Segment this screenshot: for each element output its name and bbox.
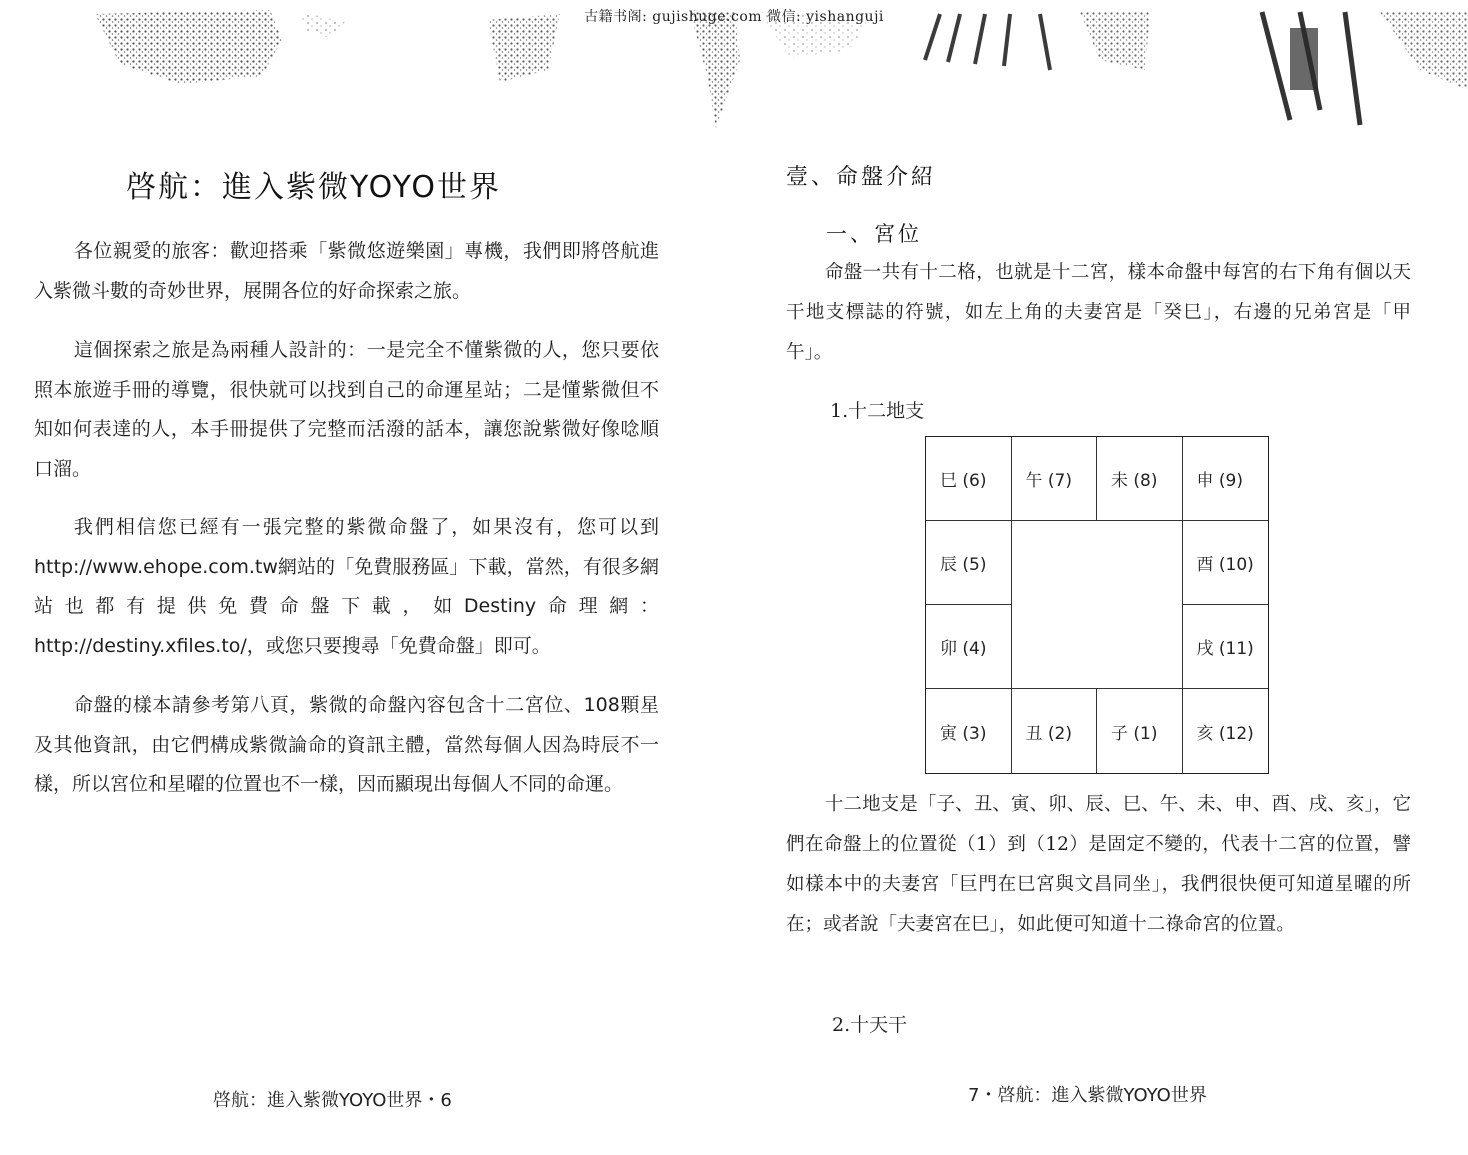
earthly-branches-label: 1.十二地支: [830, 400, 925, 422]
branch-cell: 酉 (10): [1183, 521, 1269, 605]
branch-cell: 戌 (11): [1183, 605, 1269, 689]
left-page-footer: 啓航：進入紫微YOYO世界・6: [213, 1090, 452, 1111]
right-page-footer: 7・啓航：進入紫微YOYO世界: [968, 1085, 1207, 1106]
branch-cell: 巳 (6): [926, 437, 1012, 521]
branch-cell: 丑 (2): [1012, 689, 1098, 773]
branch-cell: 辰 (5): [926, 521, 1012, 605]
grid-center-empty: [1012, 521, 1183, 689]
chapter-title: 啓航：進入紫微YOYO世界: [126, 170, 501, 205]
branch-cell: 午 (7): [1012, 437, 1098, 521]
right-page: [734, 0, 1468, 1155]
branch-cell: 申 (9): [1183, 437, 1269, 521]
watermark: 古籍书阁: gujishuge.com 微信: yishanguji: [584, 9, 884, 25]
heavenly-stems-label: 2.十天干: [832, 1014, 908, 1036]
paragraph-earthly-branches: 十二地支是「子、丑、寅、卯、辰、巳、午、未、申、酉、戌、亥」，它們在命盤上的位置從（1）到（12）是固定不變的，代表十二宮的位置，譬如樣本中的夫妻宮「巨門在巳宮與文昌同坐」，我們很快便可知道星曜的所在；或者說「夫妻宮在巳」，如此便可知道十二祿命宮的位置。: [786, 794, 1411, 935]
paragraph-chart-download: 我們相信您已經有一張完整的紫微命盤了，如果沒有，您可以到http://www.ehope.com.tw網站的「免費服務區」下載，當然，有很多網站也都有提供免費命盤下載，如Destiny命理網：http://destiny.xfiles.to/，或您只要搜尋「免費命盤」即可。: [34, 516, 659, 657]
branch-cell: 亥 (12): [1196, 723, 1254, 744]
subsection-heading: 一、宮位: [826, 222, 922, 246]
branch-cell: 卯 (4): [926, 605, 1012, 689]
branch-cell: 未 (8): [1097, 437, 1183, 521]
branch-cell: 寅 (3): [926, 689, 1012, 773]
paragraph-palace-intro: 命盤一共有十二格，也就是十二宮，樣本命盤中每宮的右下角有個以天干地支標誌的符號，如左上角的夫妻宮是「癸巳」，右邊的兄弟宮是「甲午」。: [786, 262, 1411, 363]
earthly-branches-grid: [925, 436, 1269, 774]
paragraph-chart-sample: 命盤的樣本請參考第八頁，紫微的命盤內容包含十二宮位、108顆星及其他資訊，由它們構成紫微論命的資訊主體，當然每個人因為時辰不一樣，所以宮位和星曜的位置也不一樣，因而顯現出每個人不同的命運。: [34, 694, 659, 795]
section-heading: 壹、命盤介紹: [786, 165, 937, 190]
paragraph-welcome: 各位親愛的旅客：歡迎搭乘「紫微悠遊樂園」專機，我們即將啓航進入紫微斗數的奇妙世界，展開各位的好命探索之旅。: [34, 240, 659, 302]
paragraph-audience: 這個探索之旅是為兩種人設計的：一是完全不懂紫微的人，您只要依照本旅遊手冊的導覽，很快就可以找到自己的命運星站；二是懂紫微但不知如何表達的人，本手冊提供了完整而活潑的話本，讓您說紫微好像唸順口溜。: [34, 339, 659, 480]
branch-cell: 子 (1): [1097, 689, 1183, 773]
